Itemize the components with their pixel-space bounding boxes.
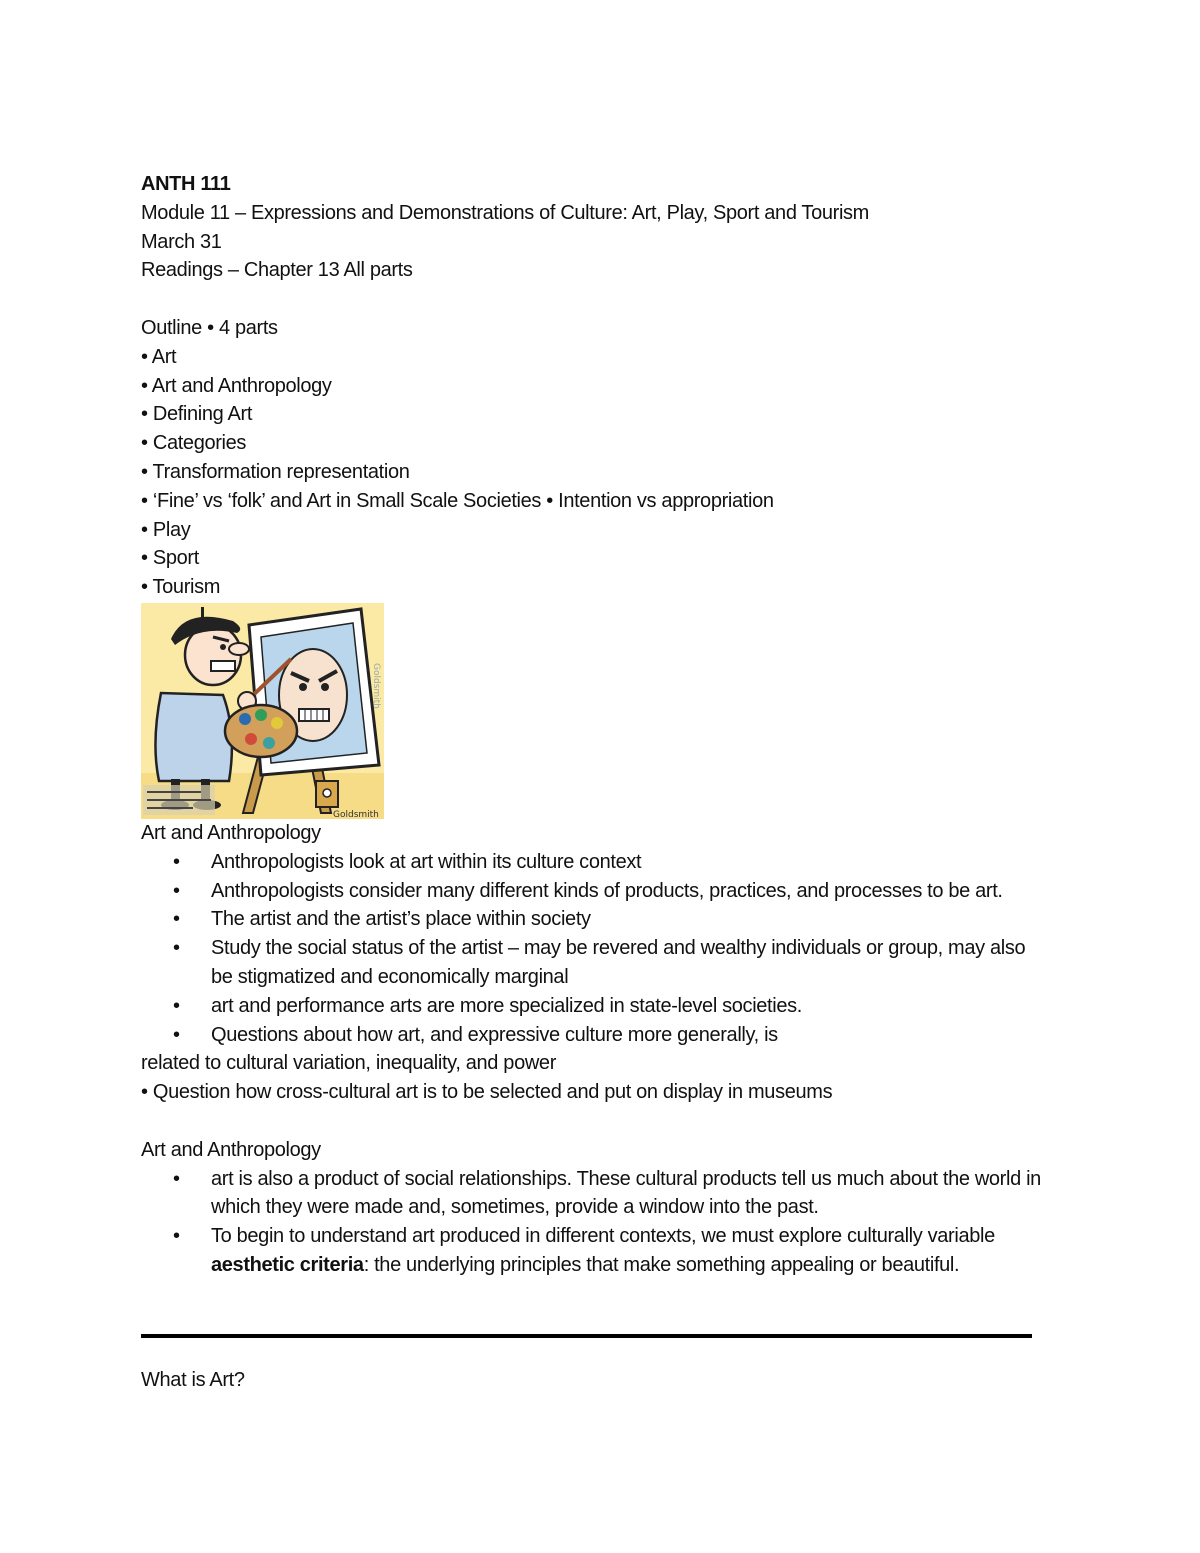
outline-item: • Art and Anthropology [141, 374, 332, 397]
artist-cartoon-image [141, 603, 384, 819]
bullet-text: art is also a product of social relationships. These cultural products tell us much about the world in which they were made and, sometimes, provide a window into the past. [211, 1167, 1041, 1219]
bullet-dot: • [173, 1167, 180, 1190]
bullet-dot: • [173, 879, 180, 902]
bullet-continuation: related to cultural variation, inequality, and power [141, 1052, 557, 1075]
section-heading: Art and Anthropology [141, 1138, 321, 1161]
bullet-dot: • [173, 1023, 180, 1046]
spacer [141, 285, 1041, 314]
bullet-text-post: : the underlying principles that make something appealing or beautiful. [363, 1253, 960, 1276]
outline-item: • Sport [141, 547, 199, 570]
side-credit: Goldsmith [371, 662, 381, 709]
outline-item: • Tourism [141, 576, 221, 599]
list-item [141, 934, 1041, 992]
bullet-text: art and performance arts are more specialized in state-level societies. [211, 994, 802, 1017]
outline-item: • Art [141, 345, 177, 368]
bullet-dot: • [173, 850, 180, 873]
readings: Readings – Chapter 13 All parts [141, 259, 413, 282]
outline-item: • Transformation representation [141, 460, 410, 483]
section2-bullets [141, 1165, 1041, 1280]
spacer [141, 1107, 1041, 1136]
module-title: Module 11 – Expressions and Demonstrations of Culture: Art, Play, Sport and Tourism [141, 201, 869, 224]
what-is-art-heading: What is Art? [141, 1369, 245, 1391]
course-code: ANTH 111 [141, 173, 231, 195]
bullet-dot: • [173, 908, 180, 931]
bullet-text: Study the social status of the artist – may be revered and wealthy individuals or group, may also be stigmatized and economically marginal [211, 937, 1026, 988]
document-body [141, 170, 1041, 1280]
inline-bullet: • Question how cross-cultural art is to be selected and put on display in museums [141, 1081, 833, 1104]
list-item [141, 1165, 1041, 1223]
list-item [141, 877, 1041, 906]
bullet-dot: • [173, 1225, 180, 1248]
bullet-dot: • [173, 994, 180, 1017]
horizontal-rule [141, 1334, 1032, 1338]
outline-item: • Categories [141, 432, 247, 455]
outline-item: • ‘Fine’ vs ‘folk’ and Art in Small Scale Societies • Intention vs appropriation [141, 489, 774, 512]
bullet-text-pre: To begin to understand art produced in different contexts, we must explore culturally variable [211, 1225, 995, 1248]
bullet-text: The artist and the artist’s place within society [211, 908, 591, 931]
section1-bullets [141, 848, 1041, 1050]
bullet-text: Anthropologists consider many different kinds of products, practices, and processes to be art. [211, 879, 1003, 902]
cartoon-signature: Goldsmith [333, 809, 379, 819]
list-item [141, 1021, 1041, 1050]
outline-item: • Defining Art [141, 403, 253, 426]
outline-item: • Play [141, 518, 191, 541]
section-heading: Art and Anthropology [141, 821, 321, 844]
list-item [141, 1222, 1041, 1280]
lecture-date: March 31 [141, 230, 222, 253]
list-item [141, 992, 1041, 1021]
list-item [141, 905, 1041, 934]
term-aesthetic-criteria: aesthetic criteria [211, 1253, 364, 1276]
bullet-text: Questions about how art, and expressive culture more generally, is [211, 1023, 778, 1046]
bullet-dot: • [173, 937, 180, 960]
bullet-text: Anthropologists look at art within its culture context [211, 850, 642, 873]
outline-title: Outline • 4 parts [141, 316, 278, 339]
list-item [141, 848, 1041, 877]
